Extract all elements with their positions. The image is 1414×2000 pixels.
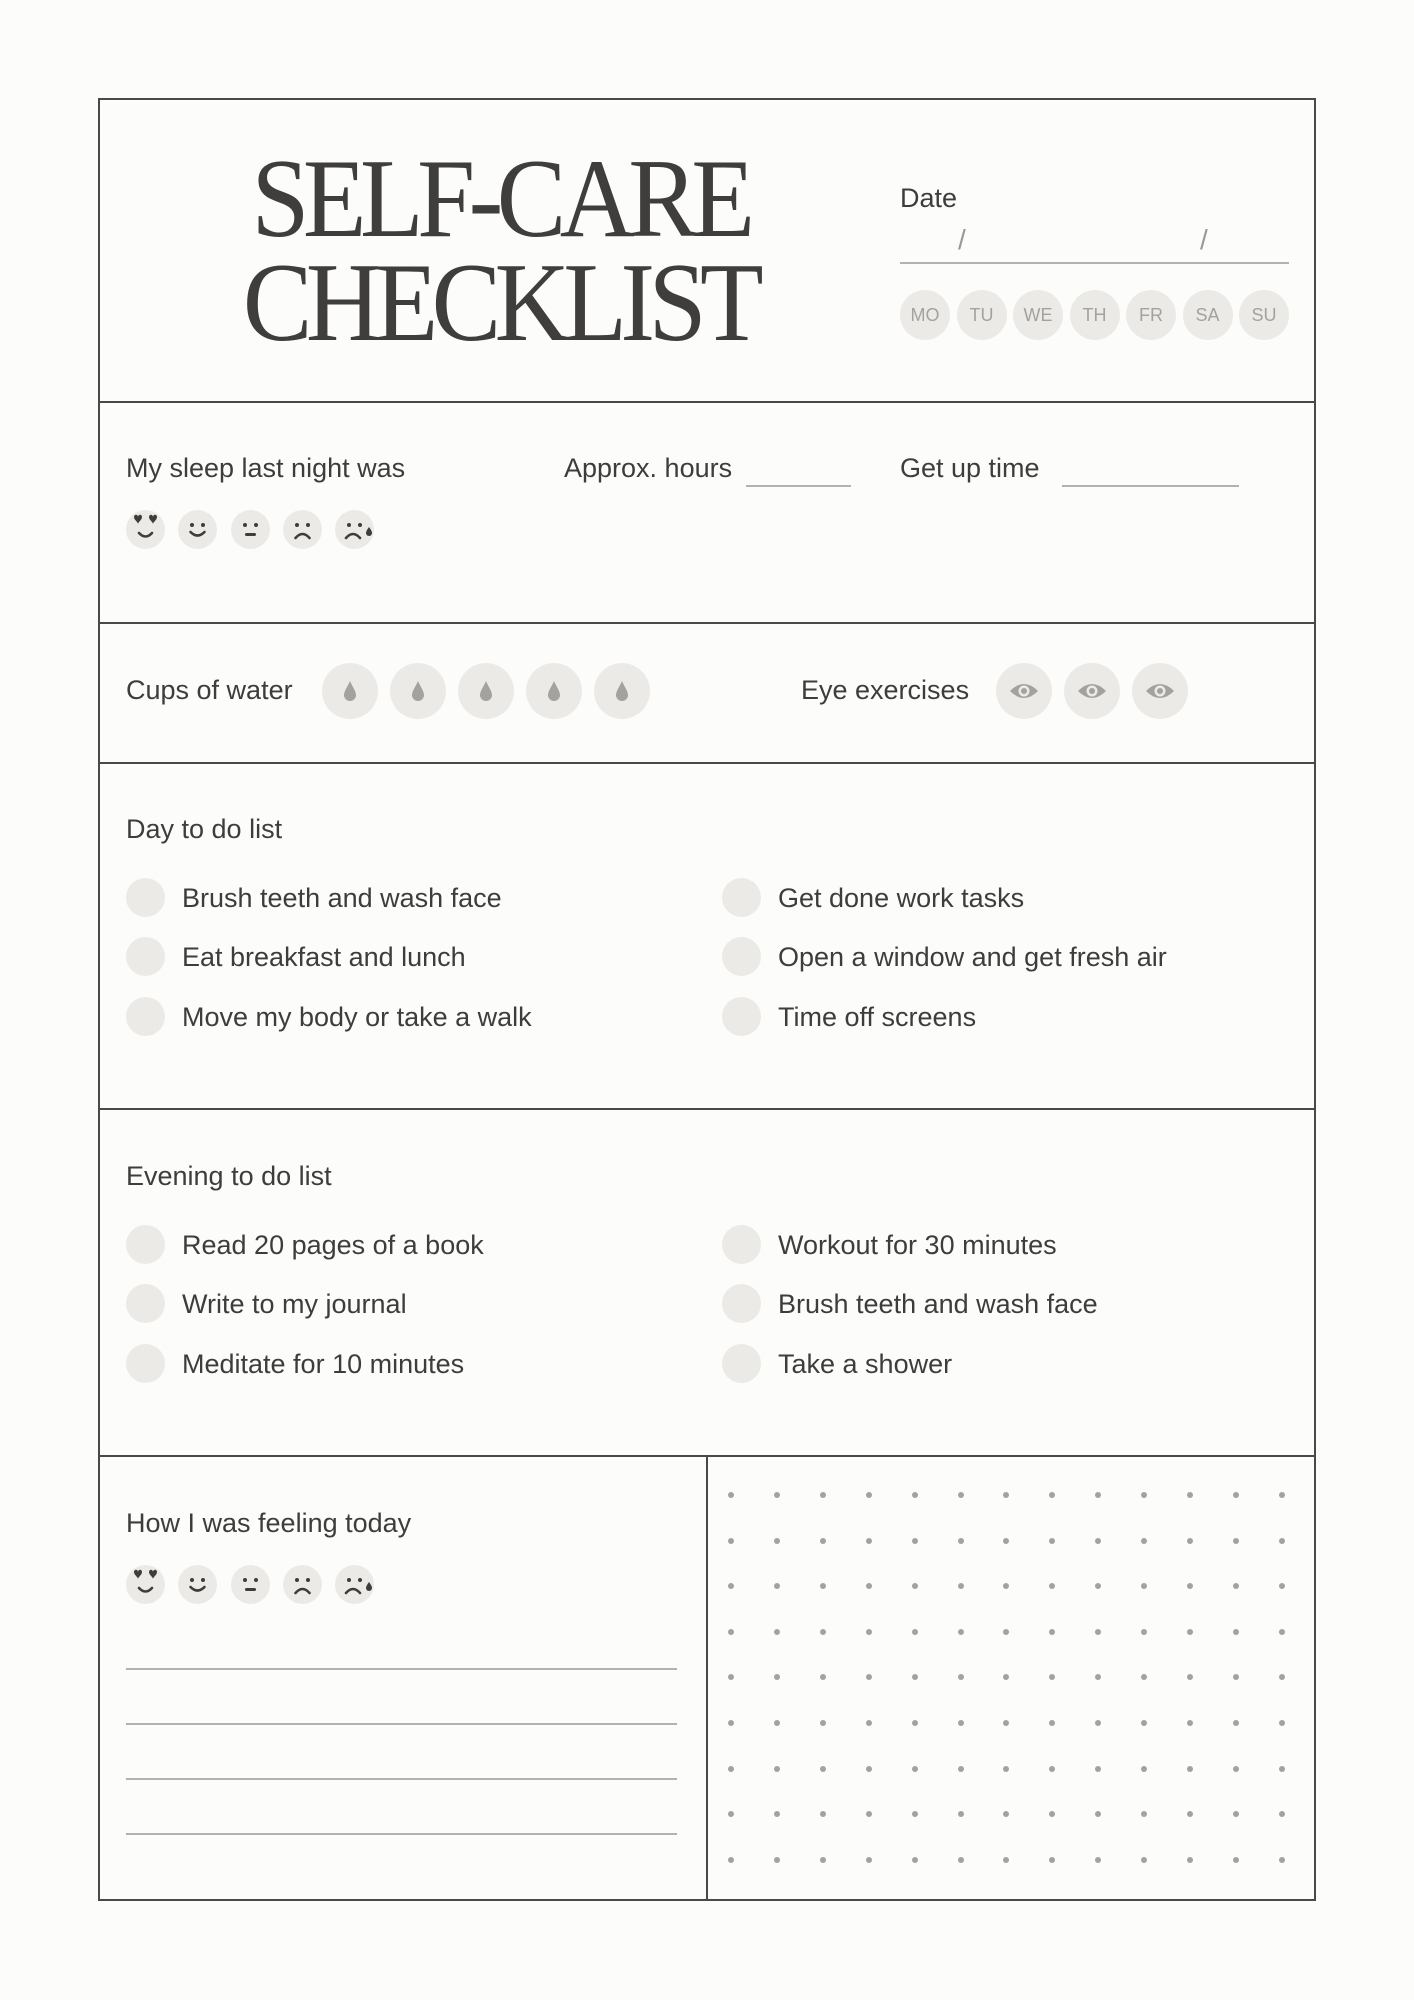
grid-dot (1095, 1492, 1101, 1498)
approx-hours-underline (746, 485, 851, 487)
weekday-we[interactable]: WE (1013, 290, 1063, 340)
dot-grid-notes[interactable] (728, 1492, 1318, 1892)
grid-dot (1187, 1583, 1193, 1589)
evening-todo-checkbox[interactable] (126, 1344, 165, 1383)
evening-todo-checkbox[interactable] (722, 1344, 761, 1383)
date-underline (900, 262, 1289, 264)
eye-icon (1145, 681, 1175, 701)
evening-todo-checkbox[interactable] (126, 1284, 165, 1323)
grid-dot (1279, 1766, 1285, 1772)
grid-dot (866, 1720, 872, 1726)
grid-dot (1095, 1674, 1101, 1680)
eye-exercise-1[interactable] (996, 663, 1052, 719)
grid-dot (1003, 1583, 1009, 1589)
grid-dot (1095, 1857, 1101, 1863)
grid-dot (912, 1538, 918, 1544)
evening-todo-item[interactable] (722, 1344, 1282, 1384)
grid-dot (728, 1492, 734, 1498)
day-todo-checkbox[interactable] (722, 937, 761, 976)
grid-dot (866, 1674, 872, 1680)
grid-dot (820, 1720, 826, 1726)
grid-dot (1233, 1766, 1239, 1772)
grid-dot (1095, 1766, 1101, 1772)
grid-dot (912, 1811, 918, 1817)
day-todo-item-label: Brush teeth and wash face (182, 883, 502, 913)
grid-dot (958, 1629, 964, 1635)
water-cup-4[interactable] (526, 663, 582, 719)
weekday-th[interactable]: TH (1070, 290, 1120, 340)
day-todo-item[interactable] (126, 997, 686, 1037)
grid-dot (1095, 1583, 1101, 1589)
water-cup-1[interactable] (322, 663, 378, 719)
water-drop-icon (410, 680, 426, 702)
grid-dot (774, 1857, 780, 1863)
grid-dot (1233, 1811, 1239, 1817)
grid-dot (1049, 1857, 1055, 1863)
grid-dot (1003, 1629, 1009, 1635)
grid-dot (1003, 1538, 1009, 1544)
eye-exercises-label: Eye exercises (801, 675, 970, 705)
evening-todo-title: Evening to do list (126, 1161, 332, 1191)
grid-dot (1233, 1583, 1239, 1589)
eye-exercise-3[interactable] (1132, 663, 1188, 719)
grid-dot (1187, 1766, 1193, 1772)
grid-dot (820, 1492, 826, 1498)
grid-dot (1279, 1583, 1285, 1589)
page-title-line-1: SELF-CARE (251, 137, 749, 261)
date-label: Date (900, 183, 958, 213)
day-todo-item-label: Get done work tasks (778, 883, 1025, 913)
grid-dot (1233, 1674, 1239, 1680)
water-drop-icon (342, 680, 358, 702)
day-todo-item-label: Time off screens (778, 1001, 977, 1032)
grid-dot (912, 1674, 918, 1680)
smile-face-icon (178, 1565, 217, 1604)
grid-dot (1233, 1492, 1239, 1498)
evening-todo-item[interactable] (126, 1284, 686, 1324)
sleep-mood-love-eyes-face-icon[interactable] (126, 510, 165, 549)
grid-dot (1049, 1492, 1055, 1498)
grid-dot (1003, 1766, 1009, 1772)
water-drop-icon (546, 680, 562, 702)
grid-dot (1141, 1674, 1147, 1680)
grid-dot (866, 1583, 872, 1589)
grid-dot (1049, 1766, 1055, 1772)
grid-dot (866, 1857, 872, 1863)
get-up-time-label: Get up time (900, 453, 1040, 483)
grid-dot (820, 1583, 826, 1589)
neutral-face-icon (231, 510, 270, 549)
grid-dot (958, 1538, 964, 1544)
grid-dot (1049, 1720, 1055, 1726)
grid-dot (820, 1811, 826, 1817)
grid-dot (774, 1766, 780, 1772)
grid-dot (1003, 1857, 1009, 1863)
day-todo-item-label: Move my body or take a walk (182, 1001, 532, 1032)
eye-icon (1009, 681, 1039, 701)
grid-dot (866, 1538, 872, 1544)
grid-dot (1233, 1720, 1239, 1726)
crying-face-icon (335, 1565, 374, 1604)
day-todo-checkbox[interactable] (126, 997, 165, 1036)
day-todo-item[interactable] (722, 878, 1282, 918)
grid-dot (866, 1766, 872, 1772)
notes-line[interactable] (126, 1833, 677, 1835)
cups-of-water-label: Cups of water (126, 675, 293, 705)
notes-line[interactable] (126, 1723, 677, 1725)
grid-dot (1187, 1811, 1193, 1817)
grid-dot (1279, 1857, 1285, 1863)
page-title-line-2: CHECKLIST (242, 241, 758, 365)
grid-dot (1279, 1629, 1285, 1635)
grid-dot (1141, 1720, 1147, 1726)
grid-dot (866, 1492, 872, 1498)
grid-dot (1233, 1857, 1239, 1863)
grid-dot (820, 1857, 826, 1863)
weekday-sa[interactable]: SA (1183, 290, 1233, 340)
day-todo-item[interactable] (126, 878, 686, 918)
grid-dot (912, 1857, 918, 1863)
grid-dot (1095, 1811, 1101, 1817)
day-todo-item[interactable] (722, 937, 1282, 977)
get-up-time-field[interactable] (1062, 450, 1239, 487)
evening-todo-item[interactable] (722, 1225, 1282, 1265)
grid-dot (774, 1538, 780, 1544)
grid-dot (820, 1538, 826, 1544)
grid-dot (728, 1766, 734, 1772)
grid-dot (958, 1583, 964, 1589)
feeling-label: How I was feeling today (126, 1508, 412, 1538)
divider-bottom-vertical (706, 1455, 708, 1901)
grid-dot (1003, 1720, 1009, 1726)
water-drop-icon (614, 680, 630, 702)
grid-dot (820, 1766, 826, 1772)
feeling-mood-smile-face-icon[interactable] (178, 1565, 217, 1604)
grid-dot (1141, 1629, 1147, 1635)
grid-dot (1279, 1538, 1285, 1544)
grid-dot (1049, 1674, 1055, 1680)
grid-dot (774, 1720, 780, 1726)
grid-dot (958, 1766, 964, 1772)
sleep-mood-smile-face-icon[interactable] (178, 510, 217, 549)
grid-dot (1279, 1492, 1285, 1498)
sleep-label: My sleep last night was (126, 453, 406, 483)
grid-dot (958, 1720, 964, 1726)
grid-dot (1279, 1674, 1285, 1680)
divider-header (98, 401, 1316, 403)
evening-todo-item-label: Write to my journal (182, 1289, 407, 1320)
grid-dot (1049, 1583, 1055, 1589)
grid-dot (958, 1674, 964, 1680)
grid-dot (728, 1583, 734, 1589)
grid-dot (912, 1492, 918, 1498)
weekday-tu[interactable]: TU (957, 290, 1007, 340)
sad-face-icon (283, 510, 322, 549)
water-cup-3[interactable] (458, 663, 514, 719)
evening-todo-item-label: Read 20 pages of a book (182, 1230, 484, 1260)
weekday-su[interactable]: SU (1239, 290, 1289, 340)
approx-hours-field[interactable] (746, 450, 851, 487)
grid-dot (728, 1811, 734, 1817)
evening-todo-checkbox[interactable] (722, 1284, 761, 1323)
evening-todo-item[interactable] (722, 1284, 1282, 1324)
grid-dot (774, 1583, 780, 1589)
evening-todo-item[interactable] (126, 1225, 686, 1265)
grid-dot (1049, 1811, 1055, 1817)
grid-dot (820, 1674, 826, 1680)
love-eyes-face-icon (126, 1565, 165, 1604)
grid-dot (728, 1720, 734, 1726)
evening-todo-item[interactable] (126, 1344, 686, 1384)
evening-todo-checkbox[interactable] (126, 1225, 165, 1264)
grid-dot (866, 1811, 872, 1817)
grid-dot (1187, 1674, 1193, 1680)
grid-dot (1141, 1583, 1147, 1589)
neutral-face-icon (231, 1565, 270, 1604)
smile-face-icon (178, 510, 217, 549)
grid-dot (1049, 1629, 1055, 1635)
grid-dot (728, 1629, 734, 1635)
grid-dot (1141, 1538, 1147, 1544)
grid-dot (728, 1857, 734, 1863)
grid-dot (958, 1492, 964, 1498)
grid-dot (1003, 1811, 1009, 1817)
grid-dot (866, 1629, 872, 1635)
feeling-mood-crying-face-icon[interactable] (335, 1565, 374, 1604)
grid-dot (1141, 1811, 1147, 1817)
date-separator-2: / (1200, 224, 1208, 255)
grid-dot (774, 1492, 780, 1498)
grid-dot (912, 1629, 918, 1635)
day-todo-title: Day to do list (126, 814, 283, 844)
grid-dot (1141, 1857, 1147, 1863)
grid-dot (912, 1583, 918, 1589)
weekday-mo[interactable]: MO (900, 290, 950, 340)
grid-dot (1279, 1811, 1285, 1817)
approx-hours-label: Approx. hours (564, 453, 733, 483)
grid-dot (774, 1811, 780, 1817)
day-todo-checkbox[interactable] (126, 878, 165, 917)
weekday-fr[interactable]: FR (1126, 290, 1176, 340)
grid-dot (1141, 1766, 1147, 1772)
water-drop-icon (478, 680, 494, 702)
eye-icon (1077, 681, 1107, 701)
sleep-mood-sad-face-icon[interactable] (283, 510, 322, 549)
grid-dot (912, 1720, 918, 1726)
evening-todo-checkbox[interactable] (722, 1225, 761, 1264)
grid-dot (728, 1674, 734, 1680)
get-up-time-underline (1062, 485, 1239, 487)
date-separator-1: / (958, 224, 966, 255)
evening-todo-item-label: Workout for 30 minutes (778, 1230, 1057, 1260)
feeling-mood-love-eyes-face-icon[interactable] (126, 1565, 165, 1604)
evening-todo-item-label: Take a shower (778, 1348, 953, 1379)
day-todo-item-label: Open a window and get fresh air (778, 942, 1167, 973)
sleep-mood-crying-face-icon[interactable] (335, 510, 374, 549)
grid-dot (1095, 1538, 1101, 1544)
sad-face-icon (283, 1565, 322, 1604)
grid-dot (1141, 1492, 1147, 1498)
divider-day-todo (98, 1108, 1316, 1110)
grid-dot (1003, 1492, 1009, 1498)
day-todo-checkbox[interactable] (722, 878, 761, 917)
grid-dot (1095, 1720, 1101, 1726)
day-todo-item[interactable] (126, 937, 686, 977)
day-todo-item[interactable] (722, 997, 1282, 1037)
grid-dot (1187, 1629, 1193, 1635)
feeling-mood-neutral-face-icon[interactable] (231, 1565, 270, 1604)
feeling-mood-sad-face-icon[interactable] (283, 1565, 322, 1604)
grid-dot (1187, 1857, 1193, 1863)
day-todo-checkbox[interactable] (126, 937, 165, 976)
grid-dot (1187, 1720, 1193, 1726)
grid-dot (1233, 1538, 1239, 1544)
grid-dot (774, 1629, 780, 1635)
grid-dot (1187, 1492, 1193, 1498)
grid-dot (774, 1674, 780, 1680)
grid-dot (1003, 1674, 1009, 1680)
sleep-mood-neutral-face-icon[interactable] (231, 510, 270, 549)
day-todo-checkbox[interactable] (722, 997, 761, 1036)
grid-dot (728, 1538, 734, 1544)
grid-dot (958, 1857, 964, 1863)
grid-dot (820, 1629, 826, 1635)
grid-dot (958, 1811, 964, 1817)
divider-sleep (98, 622, 1316, 624)
water-cup-2[interactable] (390, 663, 446, 719)
grid-dot (1279, 1720, 1285, 1726)
grid-dot (1187, 1538, 1193, 1544)
eye-exercise-2[interactable] (1064, 663, 1120, 719)
divider-water (98, 762, 1316, 764)
day-todo-item-label: Eat breakfast and lunch (182, 942, 466, 973)
crying-face-icon (335, 510, 374, 549)
evening-todo-item-label: Brush teeth and wash face (778, 1289, 1098, 1320)
notes-line[interactable] (126, 1778, 677, 1780)
water-cup-5[interactable] (594, 663, 650, 719)
grid-dot (1233, 1629, 1239, 1635)
love-eyes-face-icon (126, 510, 165, 549)
notes-line[interactable] (126, 1668, 677, 1670)
evening-todo-item-label: Meditate for 10 minutes (182, 1348, 465, 1379)
grid-dot (912, 1766, 918, 1772)
date-field[interactable] (900, 222, 1289, 266)
grid-dot (1095, 1629, 1101, 1635)
grid-dot (1049, 1538, 1055, 1544)
